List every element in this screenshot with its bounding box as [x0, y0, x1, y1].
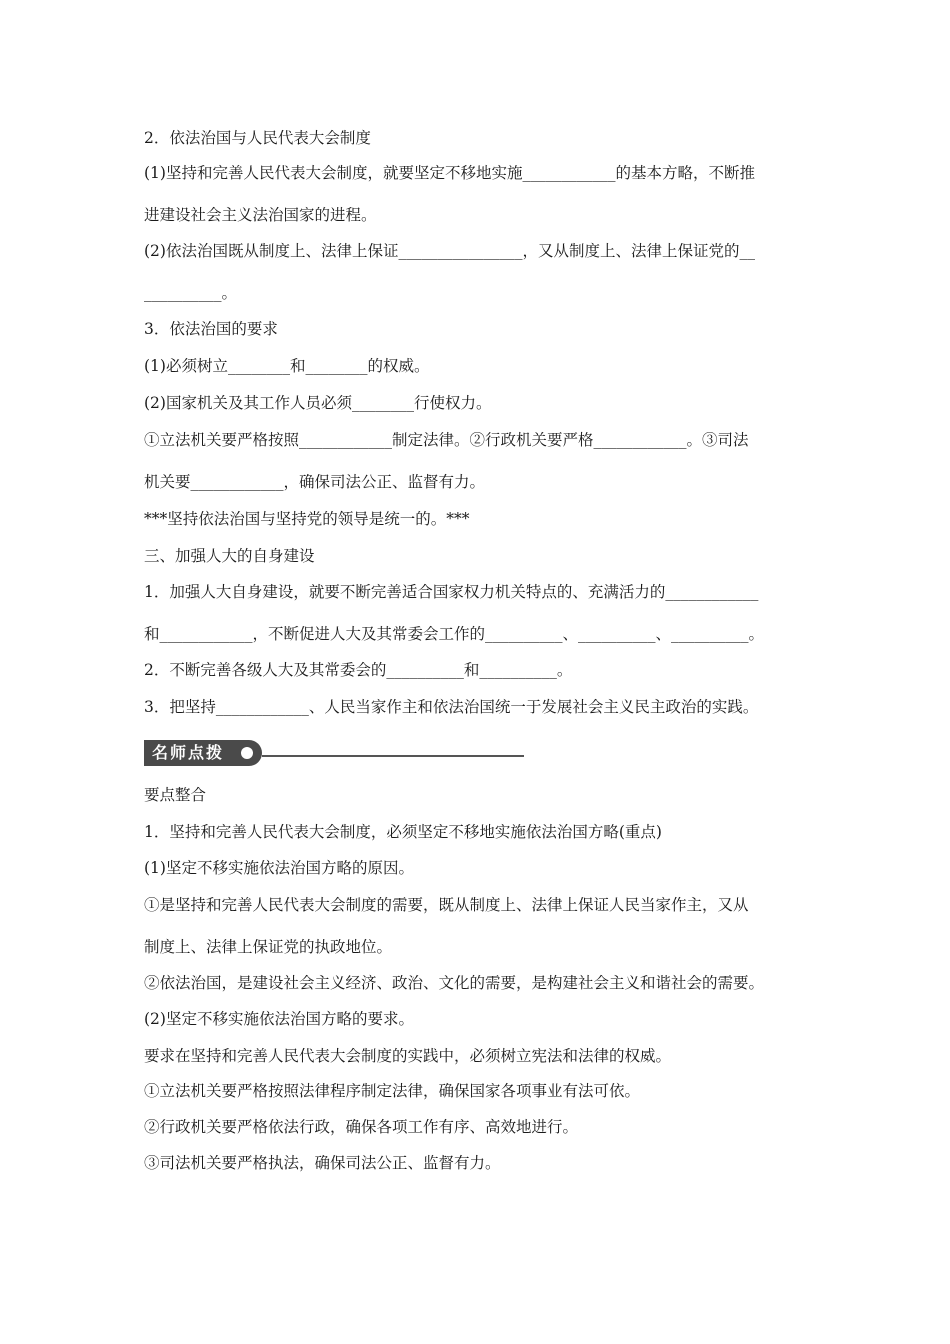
text-line: 进建设社会主义法治国家的进程。 [144, 206, 377, 224]
text-line: ③司法机关要严格执法，确保司法公正、监督有力。 [144, 1154, 501, 1172]
banner-label: 名师点拨 [144, 740, 262, 766]
text-line: ①是坚持和完善人民代表大会制度的需要，既从制度上、法律上保证人民当家作主，又从 [144, 896, 749, 914]
text-line: 2．不断完善各级人大及其常委会的__________和__________。 [144, 661, 573, 679]
bullet-dot-icon [241, 747, 253, 759]
section-heading: 3．依法治国的要求 [144, 320, 278, 338]
text-line: 机关要____________，确保司法公正、监督有力。 [144, 473, 486, 491]
text-line: ②依法治国，是建设社会主义经济、政治、文化的需要，是构建社会主义和谐社会的需要。 [144, 974, 765, 992]
text-line: 1．加强人大自身建设，就要不断完善适合国家权力机关特点的、充满活力的____________ [144, 583, 759, 601]
text-line: ①立法机关要严格按照____________制定法律。②行政机关要严格____________。③司法 [144, 431, 749, 449]
text-line: (1)必须树立________和________的权威。 [144, 357, 430, 375]
text-line: (2)国家机关及其工作人员必须________行使权力。 [144, 394, 492, 412]
text-line: 和____________，不断促进人大及其常委会工作的__________、__________、__________。 [144, 625, 765, 643]
text-line: ②行政机关要严格依法行政，确保各项工作有序、高效地进行。 [144, 1118, 579, 1136]
divider [262, 755, 524, 757]
text-line: ①立法机关要严格按照法律程序制定法律，确保国家各项事业有法可依。 [144, 1082, 641, 1100]
text-line: __________。 [144, 284, 238, 302]
text-line: 制度上、法律上保证党的执政地位。 [144, 938, 393, 956]
tips-banner [144, 740, 524, 768]
text-line: 要求在坚持和完善人民代表大会制度的实践中，必须树立宪法和法律的权威。 [144, 1047, 672, 1065]
text-line: (1)坚定不移实施依法治国方略的原因。 [144, 859, 414, 877]
section-heading: 要点整合 [144, 786, 207, 804]
section-heading: 2．依法治国与人民代表大会制度 [144, 129, 371, 147]
text-line: (1)坚持和完善人民代表大会制度，就要坚定不移地实施____________的基本方略，不断推 [144, 164, 755, 182]
text-line: 1．坚持和完善人民代表大会制度，必须坚定不移地实施依法治国方略(重点) [144, 823, 662, 841]
text-line: 3．把坚持____________、人民当家作主和依法治国统一于发展社会主义民主政治的实践。 [144, 698, 759, 716]
section-heading: 三、加强人大的自身建设 [144, 547, 315, 565]
text-line: ***坚持依法治国与坚持党的领导是统一的。*** [144, 510, 470, 528]
text-line: (2)坚定不移实施依法治国方略的要求。 [144, 1010, 414, 1028]
text-line: (2)依法治国既从制度上、法律上保证________________，又从制度上、法律上保证党的__ [144, 242, 755, 260]
